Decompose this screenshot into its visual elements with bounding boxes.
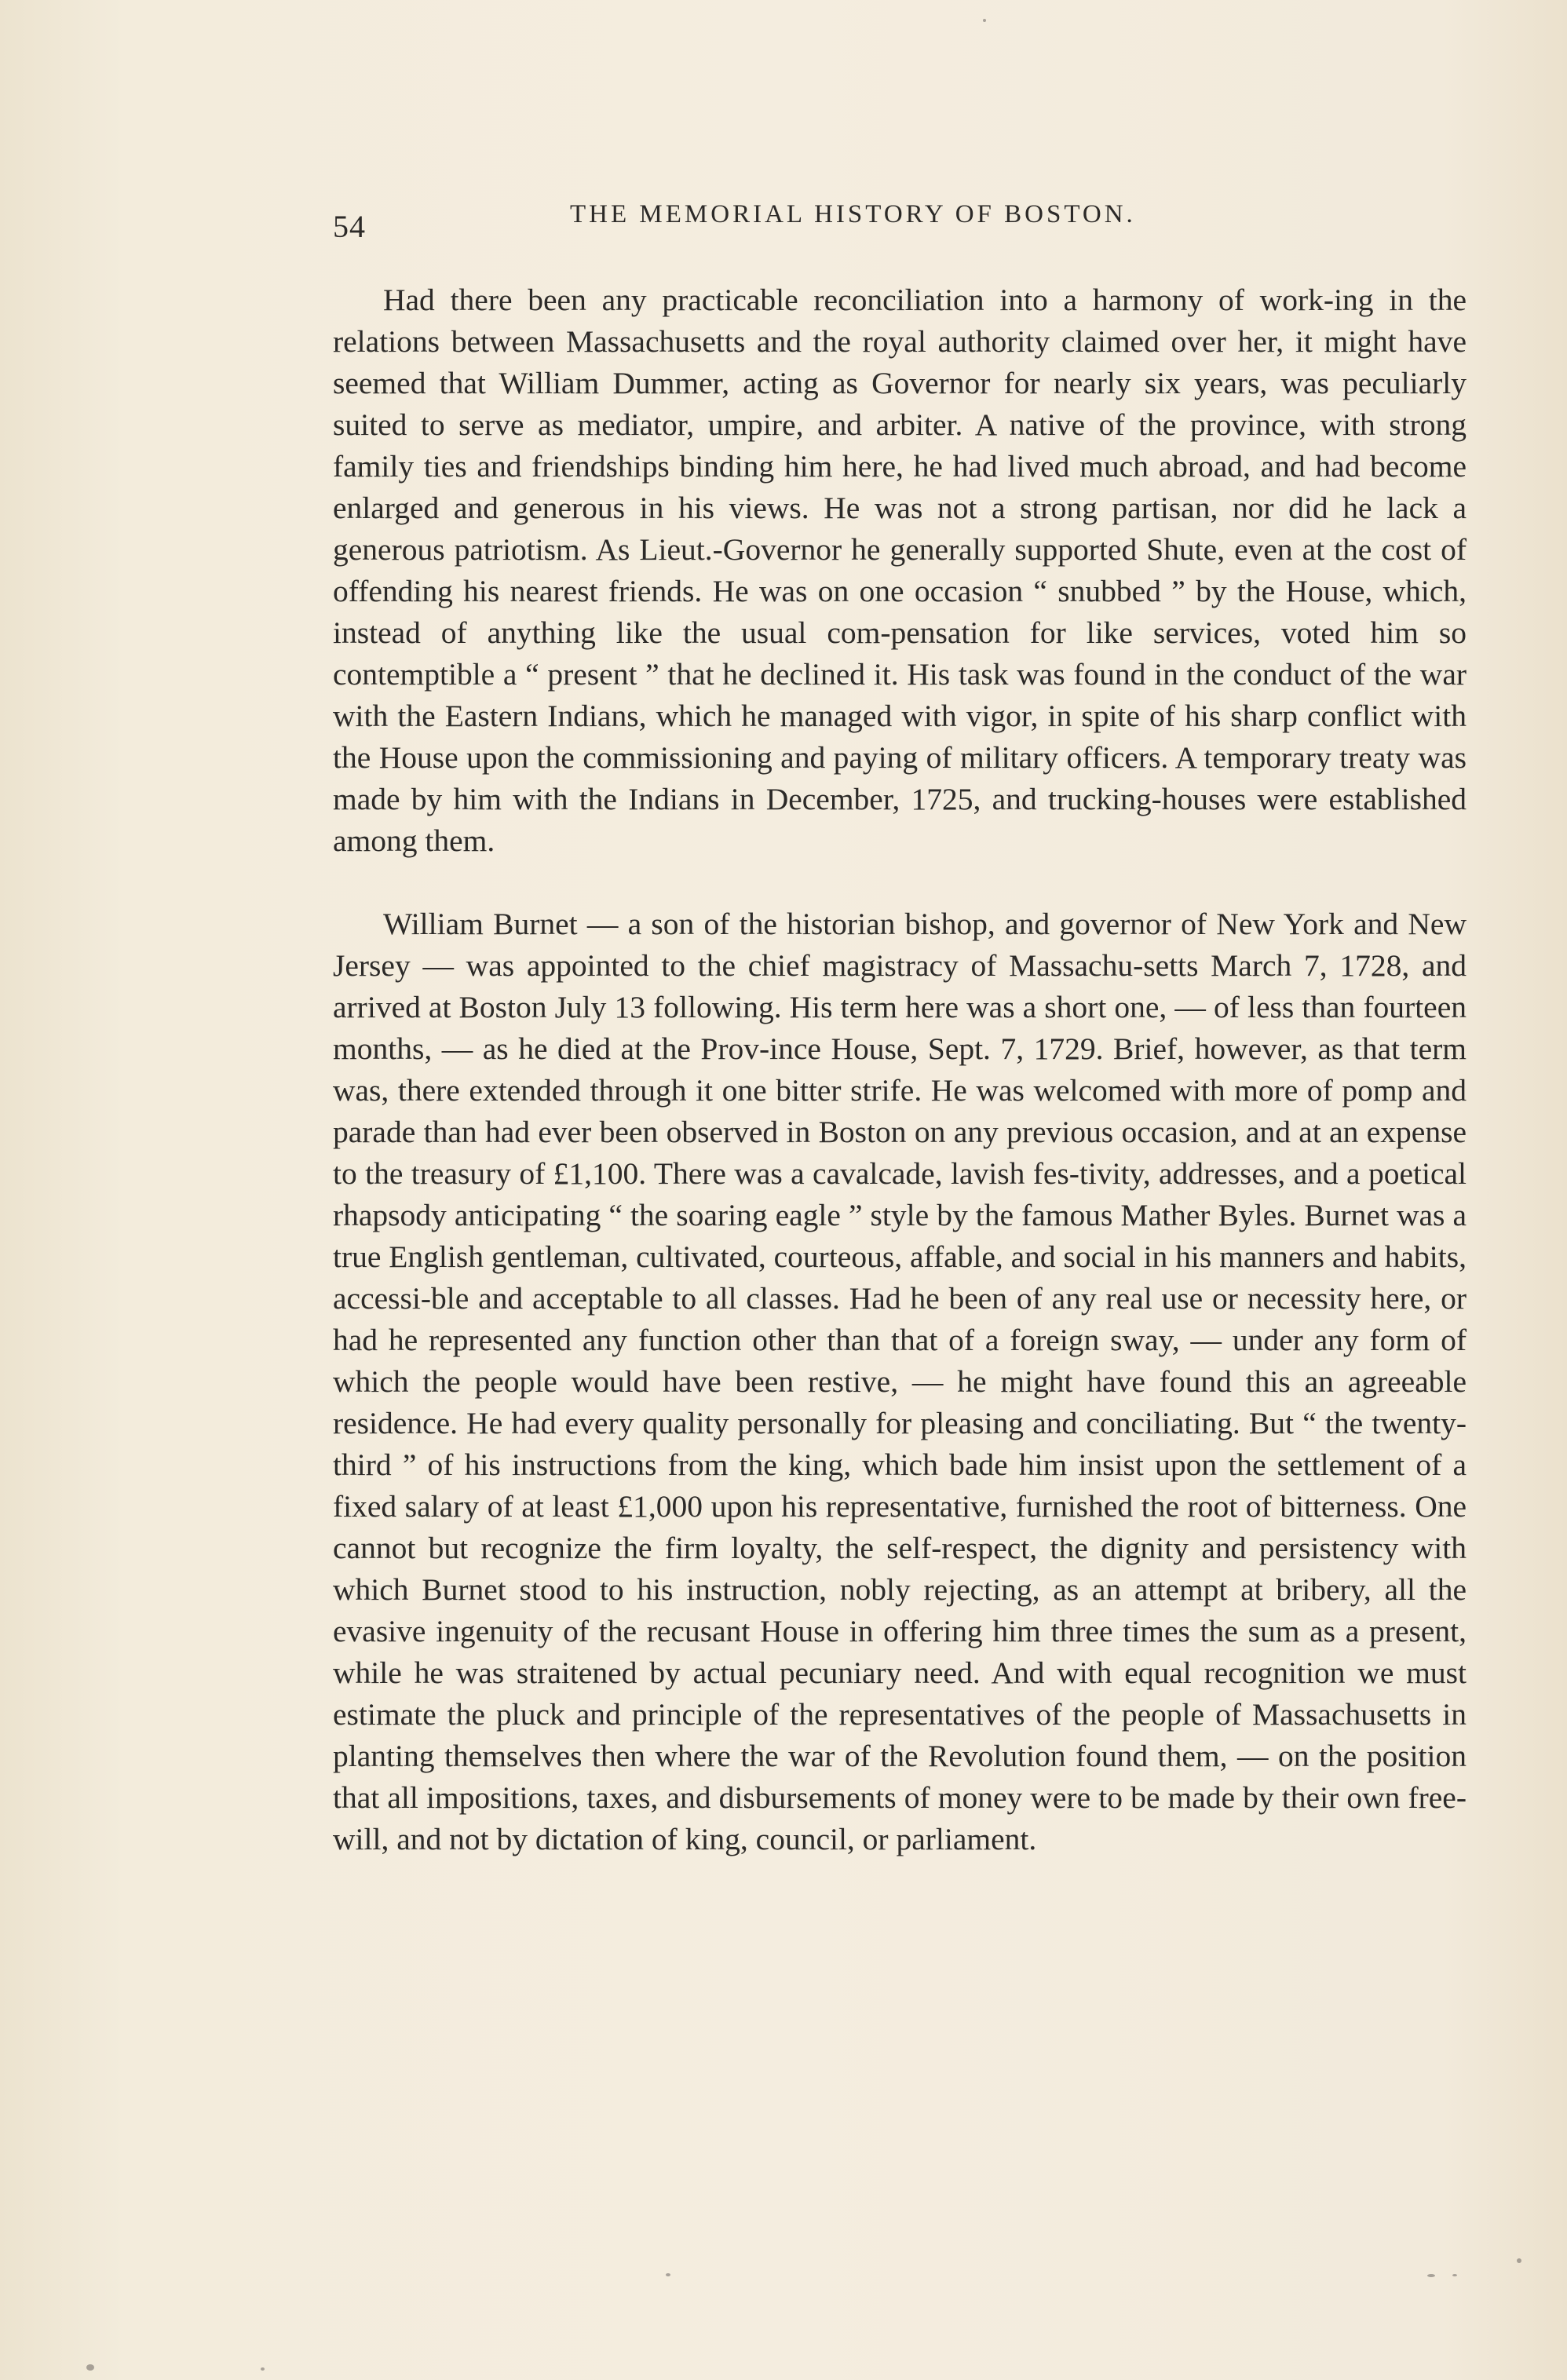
paper-speck [983, 19, 986, 22]
paper-speck [86, 2364, 94, 2371]
paper-speck [1517, 2258, 1521, 2263]
paper-speck [1452, 2274, 1457, 2276]
paper-speck [666, 2273, 670, 2276]
page-body [333, 279, 1467, 1860]
paper-speck [261, 2367, 265, 2371]
paragraph-dummer: Had there been any practicable reconciliation into a harmony of work-ing in the relations between Massachusetts and the royal authority claimed over her, it might have seemed that William Dummer, acting as Governor for nearly six years, was peculiarly suited to serve as mediator, umpire, and arbiter. A native of the province, with strong family ties and friendships binding him here, he had lived much abroad, and had become enlarged and generous in his views. He was not a strong partisan, nor did he lack a generous patriotism. As Lieut.-Governor he generally supported Shute, even at the cost of offending his nearest friends. He was on one occasion “ snubbed ” by the House, which, instead of anything like the usual com-pensation for like services, voted him so contemptible a “ present ” that he declined it. His task was found in the conduct of the war with the Eastern Indians, which he managed with vigor, in spite of his sharp conflict with the House upon the commissioning and paying of military officers. A temporary treaty was made by him with the Indians in December, 1725, and trucking-houses were established among them. [333, 283, 1467, 858]
page-header [333, 200, 1471, 247]
paper-speck [1427, 2274, 1435, 2277]
running-title: THE MEMORIAL HISTORY OF BOSTON. [570, 200, 1136, 228]
page-number: 54 [333, 209, 366, 244]
paragraph-burnet: William Burnet — a son of the historian bishop, and governor of New York and New Jersey — was appointed to the chief magistracy of Massachu-setts March 7, 1728, and arrived at Boston July 13 following. His term here was a short one, — of less than fourteen months, — as he died at the Prov-ince House, Sept. 7, 1729. Brief, however, as that term was, there extended through it one bitter strife. He was welcomed with more of pomp and parade than had ever been observed in Boston on any previous occasion, and at an expense to the treasury of £1,100. There was a cavalcade, lavish fes-tivity, addresses, and a poetical rhapsody anticipating “ the soaring eagle ” style by the famous Mather Byles. Burnet was a true English gentleman, cultivated, courteous, affable, and social in his manners and habits, accessi-ble and acceptable to all classes. Had he been of any real use or necessity here, or had he represented any function other than that of a foreign sway, — under any form of which the people would have been restive, — he might have found this an agreeable residence. He had every quality personally for pleasing and conciliating. But “ the twenty-third ” of his instructions from the king, which bade him insist upon the settlement of a fixed salary of at least £1,000 upon his representative, furnished the root of bitterness. One cannot but recognize the firm loyalty, the self-respect, the dignity and persistency with which Burnet stood to his instruction, nobly rejecting, as an attempt at bribery, all the evasive ingenuity of the recusant House in offering him three times the sum as a present, while he was straitened by actual pecuniary need. And with equal recognition we must estimate the pluck and principle of the representatives of the people of Massachusetts in planting themselves then where the war of the Revolution found them, — on the position that all impositions, taxes, and disbursements of money were to be made by their own free-will, and not by dictation of king, council, or parliament. [333, 907, 1467, 1856]
